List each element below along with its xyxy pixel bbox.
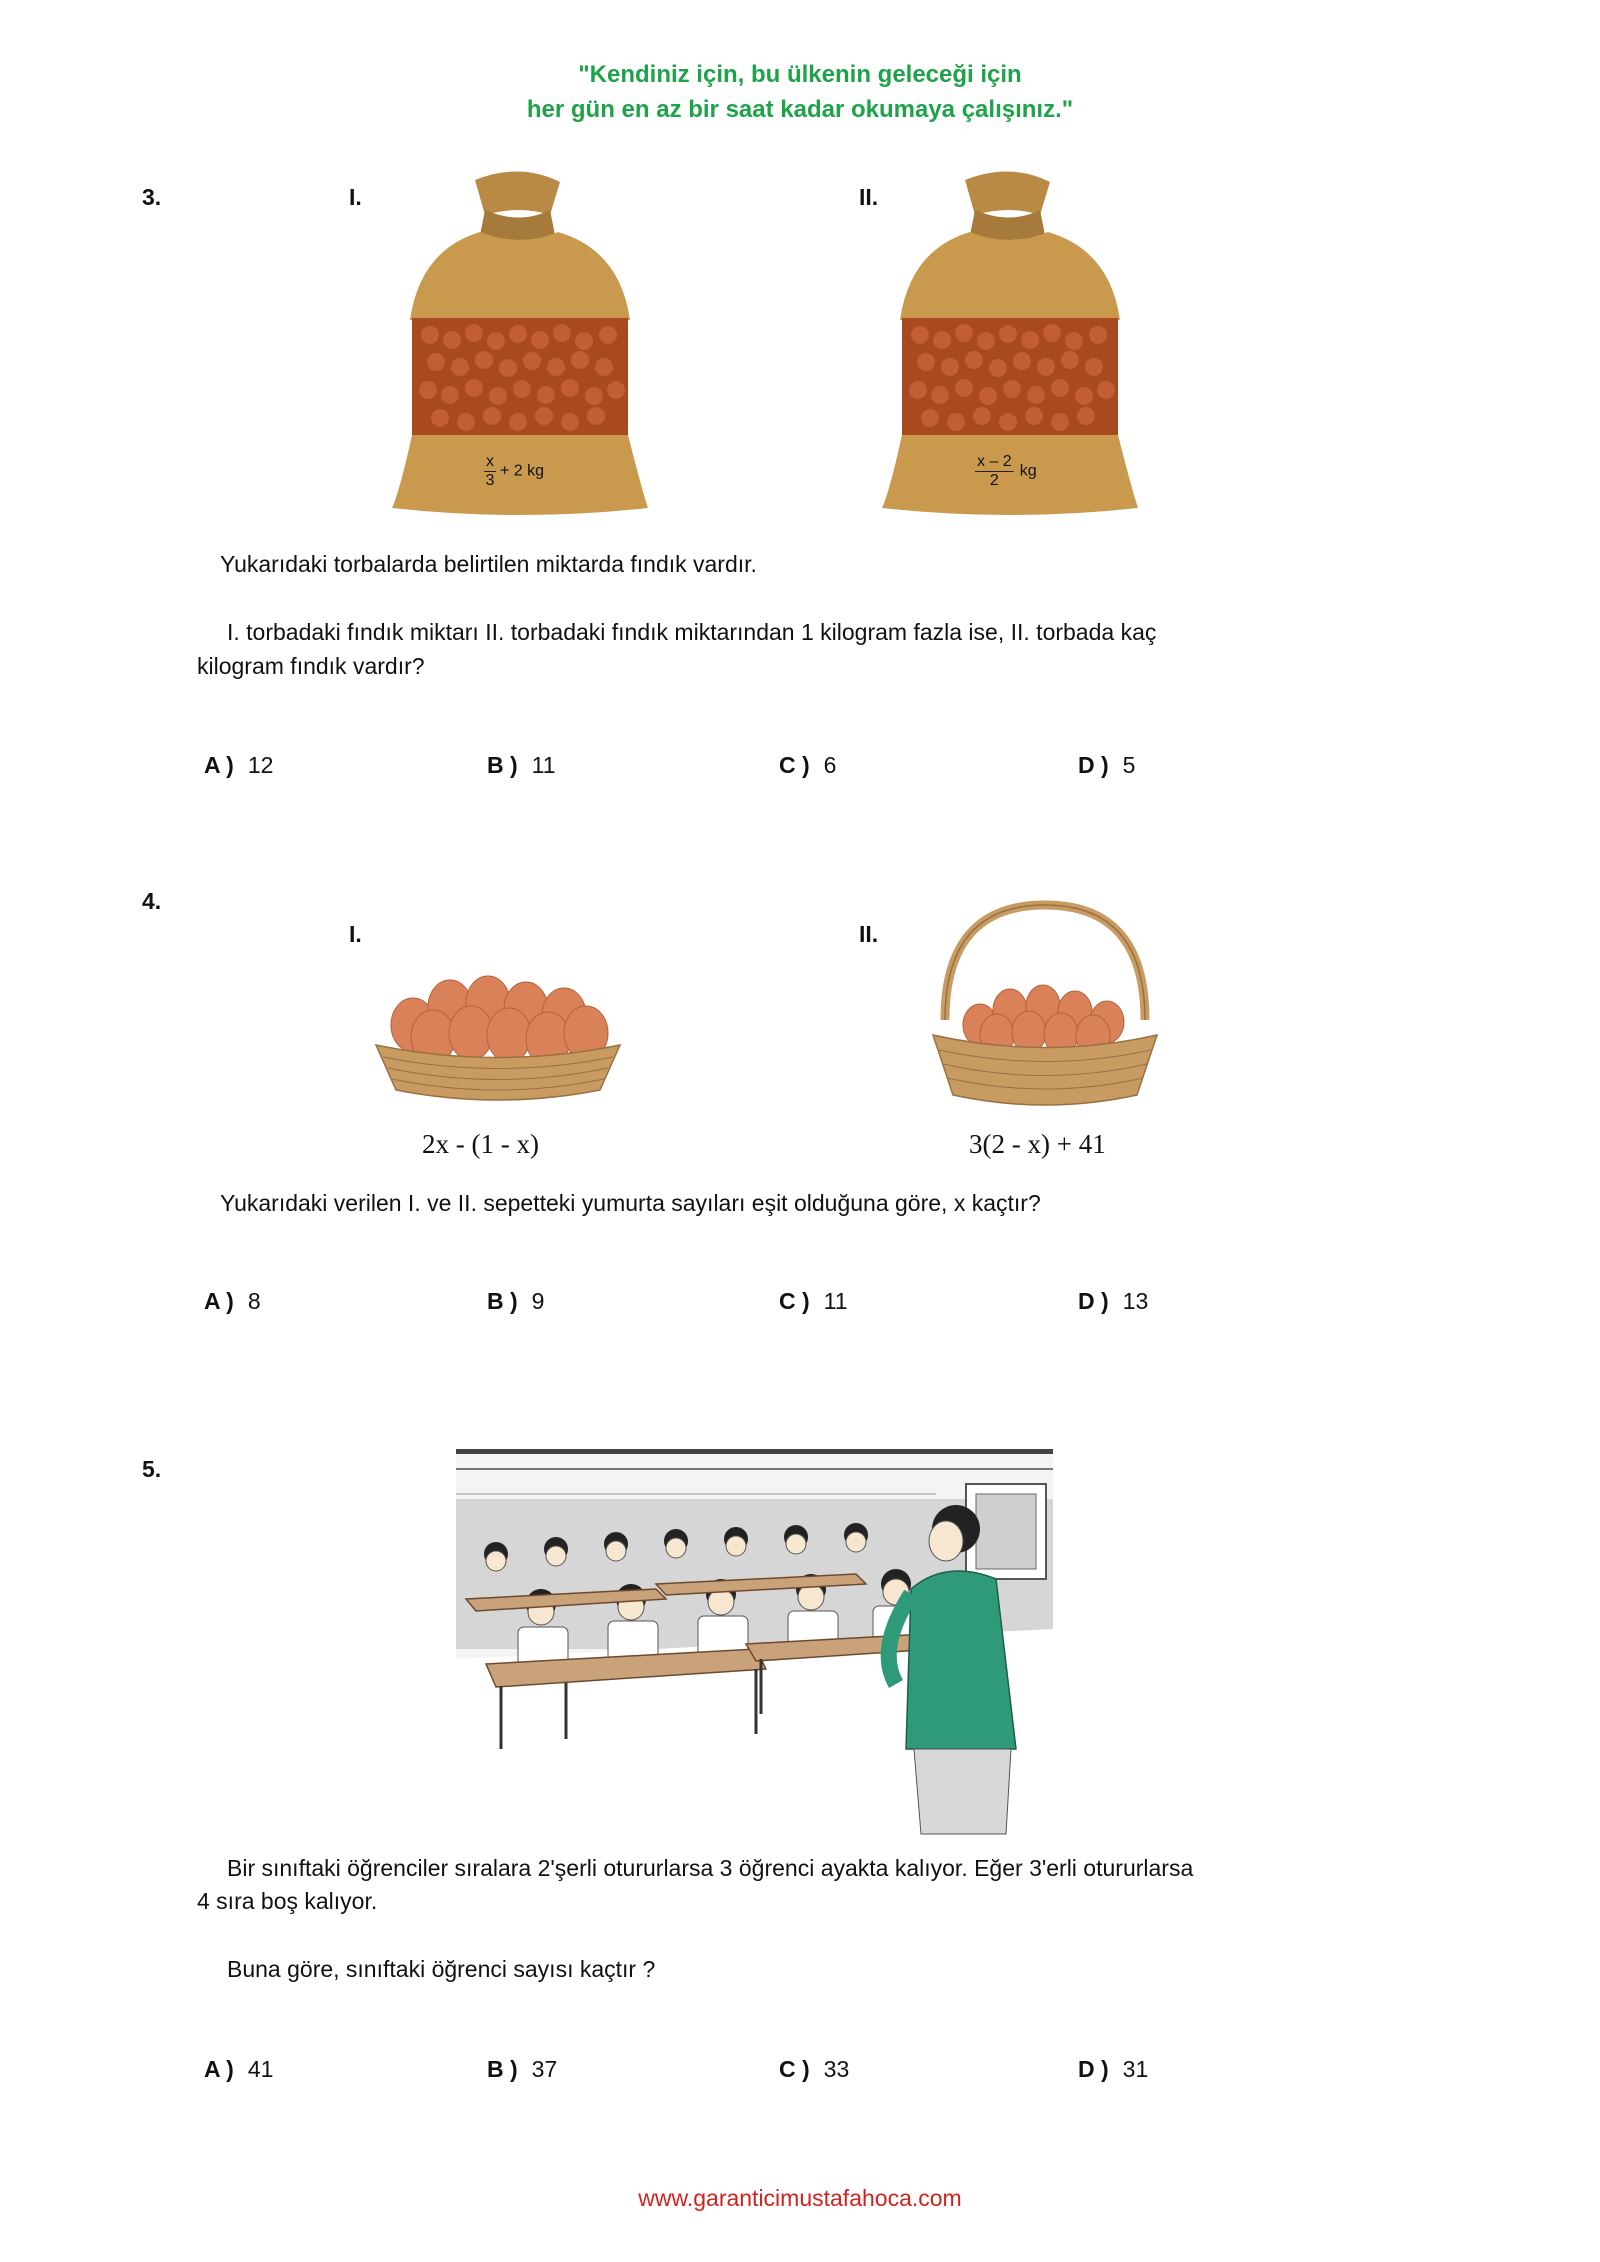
option-letter: A ) — [204, 2056, 234, 2082]
bag-2-numerator: x – 2 — [977, 453, 1012, 470]
option-letter: A ) — [204, 1288, 234, 1314]
q3-text-2-line-2: kilogram fındık vardır? — [197, 653, 425, 679]
question-3-number: 3. — [142, 184, 162, 210]
motto-line-1: "Kendiniz için, bu ülkenin geleceği için — [578, 61, 1022, 88]
option-letter: A ) — [204, 752, 234, 778]
bag-1-rest: + 2 kg — [500, 462, 545, 480]
option-letter: C ) — [779, 1288, 810, 1314]
egg-bowl-image — [368, 975, 628, 1115]
option-value: 5 — [1122, 752, 1136, 778]
bag-2-denominator: 2 — [989, 472, 999, 489]
q5-option-b[interactable] — [487, 2056, 557, 2083]
q5-text-line-1: Bir sınıftaki öğrenciler sıralara 2'şerli otururlarsa 3 öğrenci ayakta kalıyor. Eğer 3'erli otururlarsa — [227, 1855, 1194, 1881]
bag-1-denominator: 3 — [485, 472, 495, 489]
q5-question: Buna göre, sınıftaki öğrenci sayısı kaçtır ? — [227, 1956, 656, 1982]
option-letter: C ) — [779, 2056, 810, 2082]
option-letter: B ) — [487, 2056, 518, 2082]
option-value: 41 — [247, 2056, 274, 2082]
q3-text-2-line-1: I. torbadaki fındık miktarı II. torbadaki fındık miktarından 1 kilogram fazla ise, II. torbada kaç — [227, 619, 1157, 645]
option-value: 6 — [823, 752, 837, 778]
option-value: 11 — [823, 1288, 848, 1314]
footer-url-link[interactable]: www.garanticimustafahoca.com — [638, 2185, 962, 2211]
q3-option-d[interactable] — [1078, 752, 1135, 779]
q3-option-c[interactable] — [779, 752, 836, 779]
option-letter: D ) — [1078, 1288, 1109, 1314]
q4-option-d[interactable] — [1078, 1288, 1148, 1315]
option-value: 33 — [823, 2056, 850, 2082]
q5-option-a[interactable] — [204, 2056, 273, 2083]
q3-option-a[interactable] — [204, 752, 273, 779]
option-letter: D ) — [1078, 752, 1109, 778]
option-value: 9 — [531, 1288, 545, 1314]
option-letter: B ) — [487, 1288, 518, 1314]
q3-text-1: Yukarıdaki torbalarda belirtilen miktarda fındık vardır. — [220, 551, 757, 577]
q4-expression-1: 2x - (1 - x) — [422, 1129, 539, 1159]
option-value: 12 — [247, 752, 274, 778]
question-4-number: 4. — [142, 888, 162, 914]
q4-text: Yukarıdaki verilen I. ve II. sepetteki yumurta sayıları eşit olduğuna göre, x kaçtır? — [220, 1190, 1041, 1216]
q3-label-1: I. — [349, 184, 362, 210]
bag-2-expression — [975, 453, 1037, 490]
q4-option-c[interactable] — [779, 1288, 848, 1315]
bag-2-rest: kg — [1019, 462, 1037, 480]
question-5-number: 5. — [142, 1456, 162, 1482]
motto-line-2: her gün en az bir saat kadar okumaya çalışınız." — [526, 96, 1074, 123]
q4-expression-2: 3(2 - x) + 41 — [969, 1129, 1106, 1159]
option-value: 37 — [531, 2056, 558, 2082]
q4-option-b[interactable] — [487, 1288, 544, 1315]
option-letter: C ) — [779, 752, 810, 778]
classroom-illustration — [456, 1449, 1053, 1834]
option-value: 31 — [1122, 2056, 1149, 2082]
option-letter: B ) — [487, 752, 518, 778]
egg-basket-image — [925, 900, 1165, 1115]
option-value: 11 — [531, 752, 556, 778]
q4-label-2: II. — [859, 921, 879, 947]
q3-option-b[interactable] — [487, 752, 556, 779]
option-letter: D ) — [1078, 2056, 1109, 2082]
option-value: 13 — [1122, 1288, 1149, 1314]
q5-text-line-2: 4 sıra boş kalıyor. — [197, 1888, 378, 1914]
q4-label-1: I. — [349, 921, 362, 947]
q4-option-a[interactable] — [204, 1288, 261, 1315]
q3-label-2: II. — [859, 184, 879, 210]
option-value: 8 — [247, 1288, 261, 1314]
bag-1-numerator: x — [486, 453, 494, 470]
bag-1-expression — [484, 453, 544, 490]
q5-option-d[interactable] — [1078, 2056, 1148, 2083]
q5-option-c[interactable] — [779, 2056, 849, 2083]
